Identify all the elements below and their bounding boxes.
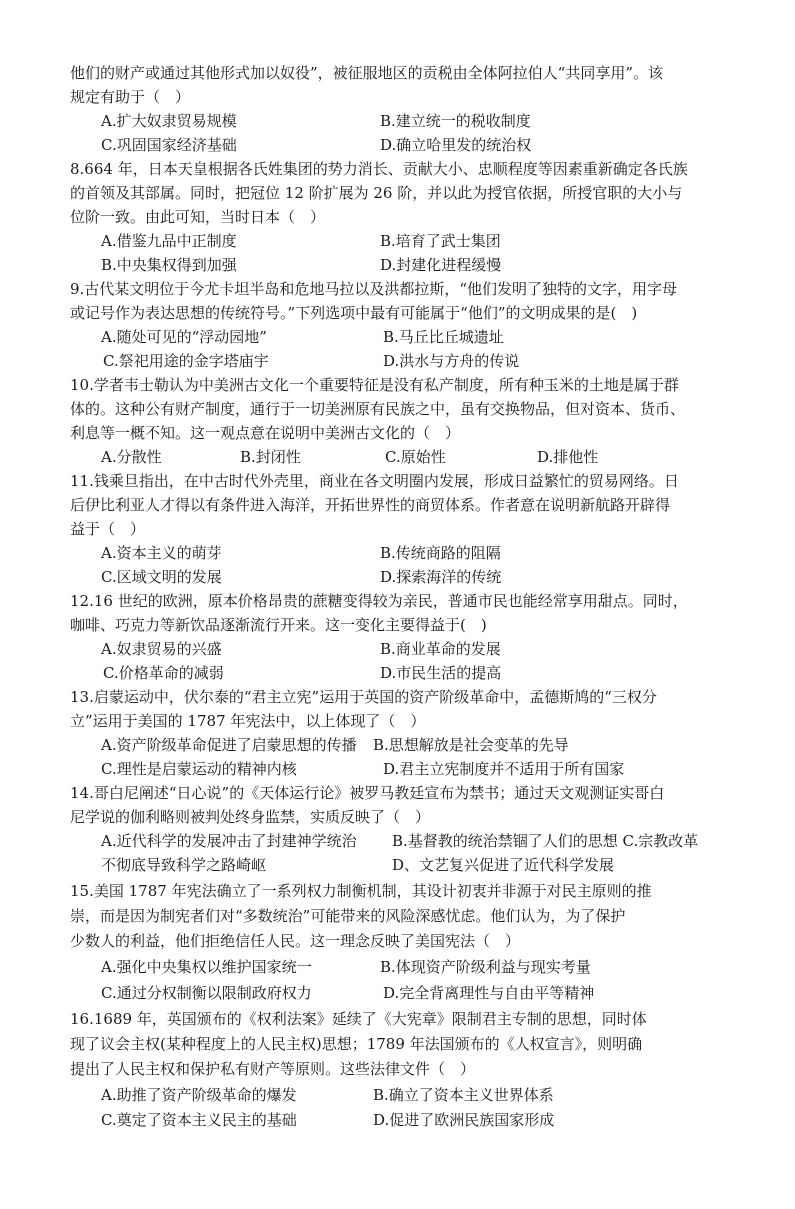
option-d: D.市民生活的提高 xyxy=(380,664,502,682)
option-d: D、文艺复兴促进了近代科学发展 xyxy=(392,856,615,874)
option-c: C.奠定了资本主义民主的基础 xyxy=(101,1111,297,1129)
option-a: A.随处可见的“浮动园地” xyxy=(101,328,267,346)
question-text-line: 或记号作为表达思想的传统符号。”下列选项中最有可能属于“他们”的文明成果的是( ) xyxy=(70,304,638,322)
option-a: A.近代科学的发展冲击了封建神学统治 xyxy=(101,832,357,850)
option-b: B.培育了武士集团 xyxy=(380,232,501,250)
option-d: D.探索海洋的传统 xyxy=(380,568,502,586)
option-d: D.君主立宪制度并不适用于所有国家 xyxy=(383,760,625,778)
question-text-line: 体的。这种公有财产制度，通行于一切美洲原有民族之中，虽有交换物品，但对资本、货币、 xyxy=(70,400,686,418)
option-c: C.原始性 xyxy=(385,448,446,466)
question-text-line: 现了议会主权(某种程度上的人民主权)思想；1789 年法国颁布的《人权宣言》，则明确 xyxy=(70,1035,643,1053)
option-c: C.巩固国家经济基础 xyxy=(101,136,237,154)
option-b: B.体现资产阶级利益与现实考量 xyxy=(380,958,591,976)
option-b: B.商业革命的发展 xyxy=(380,640,501,658)
option-a: A.奴隶贸易的兴盛 xyxy=(101,640,222,658)
question-text-line: 提出了人民主权和保护私有财产等原则。这些法律文件（ ） xyxy=(70,1060,476,1078)
question-text-line: 13.启蒙运动中，伏尔泰的“君主立宪”运用于英国的资产阶级革命中，孟德斯鸠的“三权分 xyxy=(70,688,657,706)
option-b: B.传统商路的阻隔 xyxy=(380,544,501,562)
option-c: B.中央集权得到加强 xyxy=(101,256,237,274)
option-c-continued: 不彻底导致科学之路崎岖 xyxy=(101,856,267,874)
option-a: A.扩大奴隶贸易规模 xyxy=(101,112,237,130)
option-a: A.资产阶级革命促进了启蒙思想的传播 xyxy=(101,736,357,754)
option-d: D.完全背离理性与自由平等精神 xyxy=(383,984,595,1002)
option-c: C.通过分权制衡以限制政府权力 xyxy=(101,984,312,1002)
option-c: C.区域文明的发展 xyxy=(101,568,222,586)
question-text-line: 尼学说的伽利略则被判处终身监禁，实质反映了（ ） xyxy=(70,808,431,826)
question-text-line: 12.16 世纪的欧洲，原本价格昂贵的蔗糖变得较为亲民，普通市民也能经常享用甜点。同时， xyxy=(70,592,688,610)
option-a: A.分散性 xyxy=(101,448,162,466)
question-text-line: 利息等一概不知。这一观点意在说明中美洲古文化的（ ） xyxy=(70,424,461,442)
question-text-line: 益于（ ） xyxy=(70,520,146,538)
question-text-line: 少数人的利益，他们拒绝信任人民。这一理念反映了美国宪法（ ） xyxy=(70,932,521,950)
question-text-line: 规定有助于（ ） xyxy=(70,88,191,106)
option-a: A.资本主义的萌芽 xyxy=(101,544,222,562)
option-b: B.思想解放是社会变革的先导 xyxy=(373,736,569,754)
question-text-line: 10.学者韦士勒认为中美洲古文化一个重要特征是没有私产制度，所有种玉米的土地是属于群 xyxy=(70,376,679,394)
option-b: B.封闭性 xyxy=(240,448,301,466)
question-text-line: 崇，而是因为制宪者们对“多数统治”可能带来的风险深感忧虑。他们认为，为了保护 xyxy=(70,907,626,925)
option-b: B.基督教的统治禁锢了人们的思想 C.宗教改革 xyxy=(392,832,699,850)
option-b: B.马丘比丘城遗址 xyxy=(383,328,504,346)
option-d: D.排他性 xyxy=(537,448,599,466)
option-d: D.封建化进程缓慢 xyxy=(380,256,502,274)
option-c: C.理性是启蒙运动的精神内核 xyxy=(101,760,297,778)
option-a: A.强化中央集权以维护国家统一 xyxy=(101,958,312,976)
question-text-line: 14.哥白尼阐述“日心说”的《天体运行论》被罗马教廷宣布为禁书；通过天文观测证实哥白 xyxy=(70,784,665,802)
question-text-line: 位阶一致。由此可知，当时日本（ ） xyxy=(70,208,326,226)
question-text-line: 15.美国 1787 年宪法确立了一系列权力制衡机制，其设计初衷并非源于对民主原则的推 xyxy=(70,882,652,900)
question-text-line: 立”运用于美国的 1787 年宪法中，以上体现了（ ） xyxy=(70,712,426,730)
option-a: A.借鉴九品中正制度 xyxy=(101,232,237,250)
option-d: D.促进了欧洲民族国家形成 xyxy=(373,1111,555,1129)
option-d: D.确立哈里发的统治权 xyxy=(380,136,532,154)
option-b: B.确立了资本主义世界体系 xyxy=(373,1086,554,1104)
question-text-line: 9.古代某文明位于今尤卡坦半岛和危地马拉以及洪都拉斯，“他们发明了独特的文字，用字母 xyxy=(70,280,677,298)
question-text-line: 的首领及其部属。同时，把冠位 12 阶扩展为 26 阶，并以此为授官依据，所授官职的大小与 xyxy=(70,184,683,202)
question-text-line: 他们的财产或通过其他形式加以奴役”，被征服地区的贡税由全体阿拉伯人“共同享用”。该 xyxy=(70,64,664,82)
option-c: C.祭祀用途的金字塔庙宇 xyxy=(103,352,269,370)
question-text-line: 咖啡、巧克力等新饮品逐渐流行开来。这一变化主要得益于( ) xyxy=(70,616,487,634)
option-c: C.价格革命的减弱 xyxy=(103,664,224,682)
question-text-line: 11.钱乘旦指出，在中古时代外壳里，商业在各文明圈内发展，形成日益繁忙的贸易网络。日 xyxy=(70,472,679,490)
question-text-line: 16.1689 年，英国颁布的《权利法案》延续了《大宪章》限制君主专制的思想，同时体 xyxy=(70,1010,647,1028)
question-text-line: 8.664 年，日本天皇根据各氏姓集团的势力消长、贡献大小、忠顺程度等因素重新确定各氏族 xyxy=(70,160,688,178)
option-b: B.建立统一的税收制度 xyxy=(380,112,531,130)
question-text-line: 后伊比利亚人才得以有条件进入海洋，开拓世界性的商贸体系。作者意在说明新航路开辟得 xyxy=(70,496,671,514)
option-a: A.助推了资产阶级革命的爆发 xyxy=(101,1086,297,1104)
option-d: D.洪水与方舟的传说 xyxy=(383,352,520,370)
